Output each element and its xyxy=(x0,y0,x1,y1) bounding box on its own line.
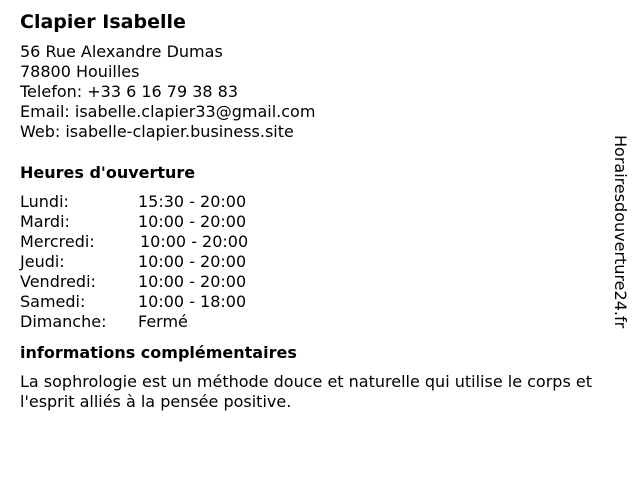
hours-row-monday xyxy=(20,192,600,212)
business-card xyxy=(20,10,600,412)
hours-row-saturday xyxy=(20,292,600,312)
hours-row-tuesday xyxy=(20,212,600,232)
hours-day: Mercredi: xyxy=(20,232,95,251)
site-watermark: Horairesdouverture24.fr xyxy=(611,135,630,329)
hours-time: Fermé xyxy=(138,312,188,331)
address-street: 56 Rue Alexandre Dumas xyxy=(20,42,223,61)
hours-day: Lundi: xyxy=(20,192,69,211)
hours-day: Samedi: xyxy=(20,292,86,311)
hours-time: 10:00 - 20:00 xyxy=(138,272,247,291)
hours-day: Mardi: xyxy=(20,212,70,231)
business-description: La sophrologie est un méthode douce et naturelle qui utilise le corps et l'esprit alliés à la pensée positive. xyxy=(20,372,592,411)
hours-time: 10:00 - 20:00 xyxy=(138,252,247,271)
hours-row-friday xyxy=(20,272,600,292)
hours-time: 10:00 - 18:00 xyxy=(138,292,247,311)
hours-day: Dimanche: xyxy=(20,312,107,331)
business-name: Clapier Isabelle xyxy=(20,11,186,33)
hours-row-sunday xyxy=(20,312,600,332)
hours-day: Jeudi: xyxy=(20,252,65,271)
opening-hours-heading: Heures d'ouverture xyxy=(20,163,196,182)
phone-number[interactable]: Telefon: +33 6 16 79 38 83 xyxy=(20,82,239,101)
hours-row-thursday xyxy=(20,252,600,272)
hours-day: Vendredi: xyxy=(20,272,96,291)
website-link[interactable]: Web: isabelle-clapier.business.site xyxy=(20,122,294,141)
additional-info-heading: informations complémentaires xyxy=(20,343,297,362)
opening-hours-table xyxy=(20,192,600,332)
hours-time: 15:30 - 20:00 xyxy=(138,192,247,211)
hours-time: 10:00 - 20:00 xyxy=(138,212,247,231)
hours-time: 10:00 - 20:00 xyxy=(140,232,249,251)
address-city: 78800 Houilles xyxy=(20,62,140,81)
email-address[interactable]: Email: isabelle.clapier33@gmail.com xyxy=(20,102,316,121)
hours-row-wednesday xyxy=(20,232,600,252)
